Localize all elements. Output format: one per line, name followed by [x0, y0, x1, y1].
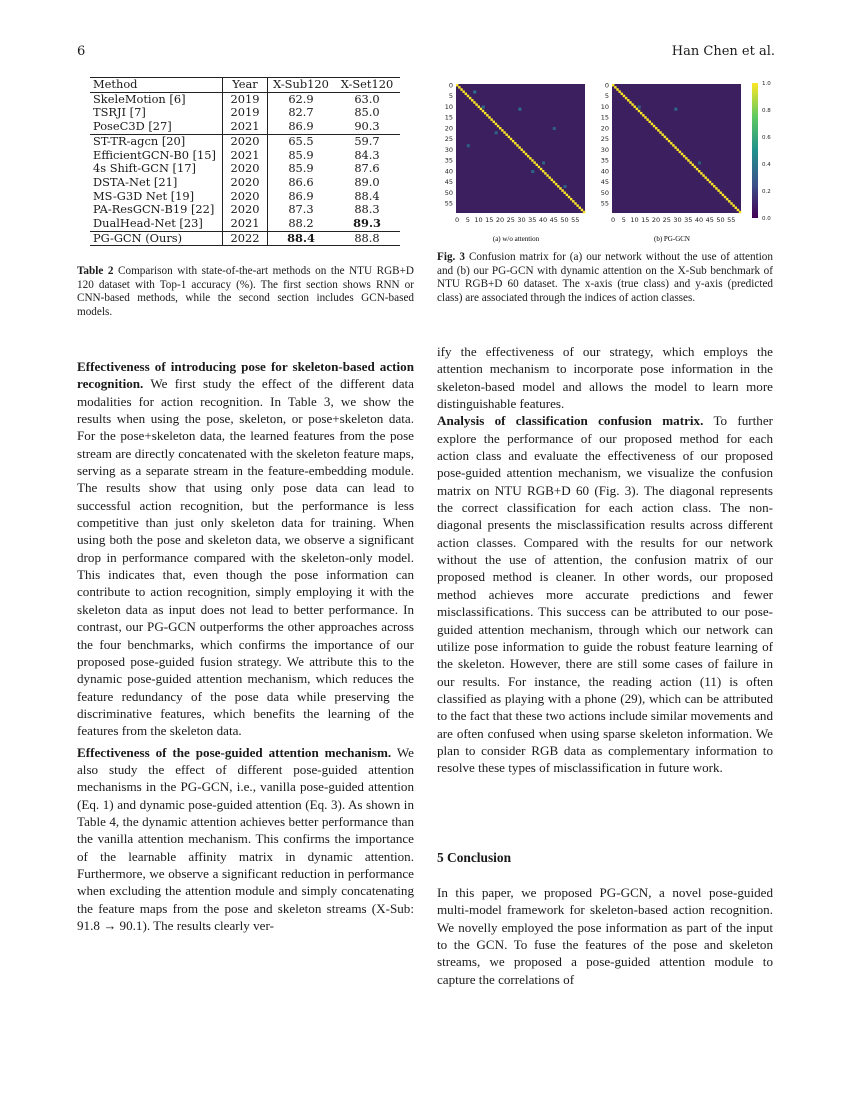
y-tick-label: 45: [600, 178, 609, 187]
x-tick-label: 15: [641, 216, 650, 224]
confusion-matrix-figure: [437, 78, 777, 246]
diagonal-cell: [634, 106, 636, 108]
y-tick-label: 10: [444, 102, 453, 111]
diagonal-cell: [672, 144, 674, 146]
cell-method: 4s Shift-GCN [17]: [90, 162, 223, 176]
diagonal-cell: [475, 103, 477, 105]
paragraph-title: Analysis of classification confusion matrix.: [437, 413, 704, 429]
table-row: [90, 134, 400, 148]
diagonal-cell: [458, 86, 460, 88]
x-tick-label: 20: [651, 216, 661, 224]
diagonal-cell: [469, 97, 471, 99]
running-authors: Han Chen et al.: [671, 44, 775, 59]
cell-method: EfficientGCN-B0 [15]: [90, 149, 223, 163]
cell-year: 2022: [223, 231, 268, 246]
diagonal-cell: [653, 125, 655, 127]
cell-year: 2021: [223, 120, 268, 134]
colorbar-tick-label: 0.4: [762, 162, 771, 168]
x-tick-label: 30: [517, 216, 526, 224]
diagonal-cell: [704, 176, 706, 178]
diagonal-cell: [518, 146, 520, 148]
y-tick-label: 40: [444, 167, 453, 176]
cell-year: 2021: [223, 217, 268, 231]
diagonal-cell: [696, 168, 698, 170]
diagonal-cell: [490, 118, 492, 120]
offdiagonal-cell: [638, 106, 641, 109]
diagonal-cell: [722, 194, 724, 196]
diagonal-cell: [579, 207, 581, 209]
diagonal-cell: [707, 179, 709, 181]
diagonal-cell: [694, 166, 696, 168]
diagonal-cell: [581, 209, 583, 211]
diagonal-cell: [523, 151, 525, 153]
table-row: [90, 203, 400, 217]
table-row: [90, 190, 400, 204]
offdiagonal-cell: [482, 106, 485, 109]
cell-xset: 89.0: [354, 174, 380, 189]
y-tick-label: 30: [600, 145, 609, 154]
x-tick-label: 25: [506, 216, 515, 224]
table-row: [90, 149, 400, 163]
paragraph-text: We first study the effect of the different data modalities for action recognition. In Table 3, we show the results when using the pose, skeleton, or pose+skeleton data. For the pose+skeleton data, the learned features from the pose stream are directly concatenated with the skeleton feature maps, serving as a separate stream in the feature-embedding module. The results show that using only pose data can lead to successful action recognition, but the performance is less competitive than just only skeleton data for training. When using both the pose and skeleton data, we observe a significant drop in performance compared with the skeleton-only model. This indicates that, even though the pose information can contribute to action recognition, simply employing it with the skeleton data as input does not lead to better performance. In contrast, our PG-GCN outperforms the other approaches across the four benchmarks, which confirms the importance of our proposed pose-guided fusion strategy. We attribute this to the dynamic pose-guided attention mechanism, which reduces the feature redundancy of the pose data while preserving the discriminative features, which benefits the learning of the features from the skeleton data.: [77, 376, 414, 739]
diagonal-cell: [668, 140, 670, 142]
diagonal-cell: [583, 211, 585, 213]
paragraph-confusion-analysis: [437, 412, 773, 776]
right-column-top: [437, 343, 773, 777]
offdiagonal-cell: [553, 127, 556, 130]
diagonal-cell: [559, 187, 561, 189]
y-tick-label: 35: [600, 156, 609, 165]
offdiagonal-cell: [674, 108, 677, 111]
diagonal-cell: [486, 114, 488, 116]
cell-year: 2019: [223, 106, 268, 120]
cell-xset: 90.3: [354, 119, 380, 134]
diagonal-cell: [555, 183, 557, 185]
diagonal-cell: [621, 93, 623, 95]
page-number: 6: [77, 44, 86, 59]
diagonal-cell: [689, 161, 691, 163]
diagonal-cell: [488, 116, 490, 118]
paragraph-text: We also study the effect of different pose-guided attention mechanisms in the PG-GCN, i.e., vanilla pose-guided attention (Eq. 1) and dynamic pose-guided attention (Eq. 3). As shown in Table 4, the dynamic attention achieves better performance than the vanilla attention mechanism. This confirms the importance of the learnable affinity matrix in dynamic attention. Furthermore, we observe a significant reduction in performance when excluding the attention module and simply concatenating the feature maps from the pose and skeleton streams (X-Sub: 91.8 → 90.1). The results clearly ver-: [77, 744, 414, 933]
diagonal-cell: [531, 159, 533, 161]
table-caption-text: Comparison with state-of-the-art methods on the NTU RGB+D 120 dataset with Top-1 accuracy (%). The first section shows RNN or CNN-based methods, while the second section includes GCN-based models.: [77, 265, 415, 318]
y-tick-label: 5: [604, 92, 609, 101]
x-tick-label: 10: [630, 216, 639, 224]
diagonal-cell: [642, 114, 644, 116]
y-tick-label: 0: [604, 81, 609, 90]
diagonal-cell: [685, 157, 687, 159]
x-tick-label: 10: [474, 216, 483, 224]
diagonal-cell: [735, 207, 737, 209]
y-tick-label: 55: [600, 199, 609, 208]
x-tick-label: 20: [495, 216, 505, 224]
y-tick-label: 45: [444, 178, 453, 187]
diagonal-cell: [499, 127, 501, 129]
y-tick-label: 15: [600, 113, 609, 122]
diagonal-cell: [572, 200, 574, 202]
colorbar-tick-label: 0.2: [762, 189, 771, 195]
diagonal-cell: [553, 181, 555, 183]
x-tick-label: 0: [611, 216, 616, 224]
y-tick-label: 5: [448, 92, 453, 101]
cell-xsub: 86.9: [288, 188, 314, 203]
diagonal-cell: [508, 136, 510, 138]
diagonal-cell: [456, 84, 458, 86]
offdiagonal-cell: [564, 185, 567, 188]
diagonal-cell: [546, 174, 548, 176]
diagonal-cell: [717, 189, 719, 191]
col-xsub: X-Sub120: [273, 77, 329, 91]
cell-xset: 85.0: [354, 105, 380, 120]
diagonal-cell: [493, 121, 495, 123]
cell-xset: 84.3: [354, 147, 380, 162]
y-tick-label: 40: [600, 167, 609, 176]
diagonal-cell: [709, 181, 711, 183]
x-tick-label: 30: [673, 216, 682, 224]
colorbar-tick-label: 0.6: [762, 135, 771, 141]
diagonal-cell: [649, 121, 651, 123]
paragraph-text-continued: ify the effectiveness of our strategy, which employs the attention mechanism to incorporate pose information in the skeleton-based model and allows the model to learn more distinguishable features.: [437, 344, 773, 412]
diagonal-cell: [627, 99, 629, 101]
offdiagonal-cell: [467, 144, 470, 147]
y-tick-label: 10: [600, 102, 609, 111]
y-tick-label: 0: [448, 81, 453, 90]
diagonal-cell: [711, 183, 713, 185]
diagonal-cell: [726, 198, 728, 200]
diagonal-cell: [533, 161, 535, 163]
diagonal-cell: [525, 153, 527, 155]
cell-xsub: 85.9: [288, 147, 314, 162]
table-caption: [77, 265, 414, 319]
cell-xset: 87.6: [354, 161, 380, 176]
cell-xset: 88.8: [354, 230, 380, 245]
figure-caption-label: Fig. 3: [437, 251, 465, 263]
offdiagonal-cell: [542, 161, 545, 164]
diagonal-cell: [644, 116, 646, 118]
diagonal-cell: [521, 149, 523, 151]
diagonal-cell: [616, 88, 618, 90]
paragraph-pose-effect: [77, 358, 414, 740]
figure-caption: [437, 251, 773, 305]
diagonal-cell: [482, 110, 484, 112]
table-row: [90, 231, 400, 246]
diagonal-cell: [664, 136, 666, 138]
table-row: [90, 162, 400, 176]
y-tick-label: 15: [444, 113, 453, 122]
cell-method: DSTA-Net [21]: [90, 176, 223, 190]
cell-xsub: 87.3: [288, 202, 314, 217]
diagonal-cell: [638, 110, 640, 112]
diagonal-cell: [460, 88, 462, 90]
x-tick-label: 15: [485, 216, 494, 224]
cell-year: 2019: [223, 92, 268, 106]
cell-xset: 89.3: [353, 216, 381, 231]
cell-year: 2020: [223, 190, 268, 204]
y-tick-label: 55: [444, 199, 453, 208]
x-tick-label: 45: [705, 216, 714, 224]
cell-method: DualHead-Net [23]: [90, 217, 223, 231]
table-row: [90, 217, 400, 231]
cell-xsub: 88.2: [288, 216, 314, 231]
diagonal-cell: [505, 133, 507, 135]
diagonal-cell: [655, 127, 657, 129]
x-tick-label: 35: [684, 216, 693, 224]
diagonal-cell: [503, 131, 505, 133]
y-tick-label: 50: [444, 188, 453, 197]
cell-method: PG-GCN (Ours): [90, 231, 223, 246]
x-tick-label: 50: [716, 216, 725, 224]
diagonal-cell: [480, 108, 482, 110]
diagonal-cell: [687, 159, 689, 161]
diagonal-cell: [527, 155, 529, 157]
sub-a-label: (a) w/o attention: [492, 235, 540, 243]
diagonal-cell: [551, 179, 553, 181]
diagonal-cell: [510, 138, 512, 140]
paragraph-title: Effectiveness of introducing pose for skeleton-based action recognition.: [77, 359, 414, 392]
x-tick-label: 55: [571, 216, 580, 224]
x-tick-label: 5: [621, 216, 626, 224]
cell-method: MS-G3D Net [19]: [90, 190, 223, 204]
diagonal-cell: [497, 125, 499, 127]
diagonal-cell: [536, 164, 538, 166]
diagonal-cell: [679, 151, 681, 153]
diagonal-cell: [728, 200, 730, 202]
diagonal-cell: [661, 133, 663, 135]
diagonal-cell: [730, 202, 732, 204]
diagonal-cell: [713, 185, 715, 187]
cell-year: 2020: [223, 203, 268, 217]
cell-xset: 88.3: [354, 202, 380, 217]
diagonal-cell: [739, 211, 741, 213]
cell-year: 2020: [223, 176, 268, 190]
diagonal-cell: [544, 172, 546, 174]
sub-b-label: (b) PG-GCN: [654, 235, 690, 243]
diagonal-cell: [683, 155, 685, 157]
diagonal-cell: [651, 123, 653, 125]
confusion-matrix-svg: [437, 78, 777, 246]
cell-xsub: 62.9: [288, 91, 314, 106]
diagonal-cell: [636, 108, 638, 110]
diagonal-cell: [570, 198, 572, 200]
paragraph-attention-effect: [77, 744, 414, 935]
diagonal-cell: [467, 95, 469, 97]
diagonal-cell: [512, 140, 514, 142]
y-tick-label: 25: [600, 135, 609, 144]
x-tick-label: 0: [455, 216, 460, 224]
diagonal-cell: [698, 170, 700, 172]
cell-year: 2020: [223, 162, 268, 176]
diagonal-cell: [529, 157, 531, 159]
col-year: Year: [223, 78, 268, 93]
table-row: [90, 120, 400, 134]
diagonal-cell: [516, 144, 518, 146]
cell-method: PA-ResGCN-B19 [22]: [90, 203, 223, 217]
diagonal-cell: [471, 99, 473, 101]
diagonal-cell: [674, 146, 676, 148]
figure-caption-text: Confusion matrix for (a) our network without the use of attention and (b) our PG-GCN with dynamic attention on the X-Sub benchmark of NTU RGB+D 60 dataset. The x-axis (true class) and y-axis (predicted class) are associated through the indices of action classes.: [437, 251, 773, 304]
diagonal-cell: [737, 209, 739, 211]
y-tick-label: 50: [600, 188, 609, 197]
diagonal-cell: [465, 93, 467, 95]
diagonal-cell: [702, 174, 704, 176]
cell-xset: 63.0: [354, 91, 380, 106]
diagonal-cell: [540, 168, 542, 170]
cell-xsub: 85.9: [288, 161, 314, 176]
table-row: [90, 176, 400, 190]
x-tick-label: 40: [694, 216, 704, 224]
diagonal-cell: [557, 185, 559, 187]
x-tick-label: 50: [560, 216, 569, 224]
table-row: [90, 92, 400, 106]
diagonal-cell: [629, 101, 631, 103]
diagonal-cell: [657, 129, 659, 131]
cell-method: ST-TR-agcn [20]: [90, 134, 223, 148]
y-tick-label: 20: [600, 124, 609, 133]
diagonal-cell: [646, 118, 648, 120]
diagonal-cell: [677, 149, 679, 151]
offdiagonal-cell: [698, 161, 701, 164]
diagonal-cell: [478, 106, 480, 108]
colorbar-tick-label: 0.0: [762, 216, 771, 222]
offdiagonal-cell: [531, 170, 534, 173]
diagonal-cell: [576, 204, 578, 206]
col-method: Method: [90, 78, 223, 93]
table-caption-label: Table 2: [77, 265, 114, 277]
diagonal-cell: [501, 129, 503, 131]
paragraph-title: Effectiveness of the pose-guided attention mechanism.: [77, 744, 392, 760]
results-table: [90, 77, 400, 246]
diagonal-cell: [670, 142, 672, 144]
y-tick-label: 35: [444, 156, 453, 165]
diagonal-cell: [692, 164, 694, 166]
paragraph-text: To further explore the performance of our proposed method for each action class and evaluate the effectiveness of our proposed pose-guided attention mechanism, we visualize the confusion matrix on NTU RGB+D 60 (Fig. 3). The diagonal represents the correct classification for each action class. The non-diagonal presents the misclassification results across different action classes. Compared with the results for our network without the use of attention, the confusion matrix of our proposed method is cleaner. In other words, our proposed method achieves more accurate predictions and fewer misclassifications. This success can be attributed to our pose-guided attention mechanism, through which our network can utilize pose information to guide the robust feature learning of the skeleton. However, there are still some cases of failure in our results. For instance, the reading action (11) is often classified as playing with a phone (29), which can be attributed to the fact that these two actions include similar movements and are often confused when using sparse skeleton information. We plan to consider RGB data as complementary information to resolve these types of misclassification in future work.: [437, 413, 773, 776]
diagonal-cell: [659, 131, 661, 133]
section-heading: 5 Conclusion: [437, 850, 512, 865]
diagonal-cell: [614, 86, 616, 88]
x-tick-label: 45: [549, 216, 558, 224]
offdiagonal-cell: [473, 90, 476, 93]
x-tick-label: 35: [528, 216, 537, 224]
diagonal-cell: [568, 196, 570, 198]
offdiagonal-cell: [518, 108, 521, 111]
y-tick-label: 20: [444, 124, 453, 133]
x-tick-label: 40: [538, 216, 548, 224]
paragraph-continuation: [437, 343, 773, 412]
diagonal-cell: [700, 172, 702, 174]
diagonal-cell: [720, 192, 722, 194]
table-header-row: [90, 78, 400, 93]
diagonal-cell: [538, 166, 540, 168]
diagonal-cell: [484, 112, 486, 114]
colorbar-tick-label: 0.8: [762, 108, 771, 114]
colorbar: [752, 83, 758, 218]
diagonal-cell: [715, 187, 717, 189]
x-tick-label: 25: [662, 216, 671, 224]
offdiagonal-cell: [495, 131, 498, 134]
cell-xsub: 88.4: [287, 230, 315, 245]
diagonal-cell: [623, 95, 625, 97]
cell-xset: 59.7: [354, 133, 380, 148]
diagonal-cell: [625, 97, 627, 99]
diagonal-cell: [561, 189, 563, 191]
diagonal-cell: [495, 123, 497, 125]
left-column: [77, 358, 414, 934]
right-column-bottom: [437, 884, 773, 988]
diagonal-cell: [640, 112, 642, 114]
diagonal-cell: [612, 84, 614, 86]
diagonal-cell: [681, 153, 683, 155]
diagonal-cell: [631, 103, 633, 105]
cell-xsub: 82.7: [288, 105, 314, 120]
cell-method: PoseC3D [27]: [90, 120, 223, 134]
table-row: [90, 106, 400, 120]
x-tick-label: 55: [727, 216, 736, 224]
diagonal-cell: [542, 170, 544, 172]
col-xset: X-Set120: [340, 77, 394, 91]
diagonal-cell: [666, 138, 668, 140]
cell-xsub: 86.9: [288, 119, 314, 134]
cell-year: 2020: [223, 134, 268, 148]
diagonal-cell: [574, 202, 576, 204]
diagonal-cell: [564, 192, 566, 194]
cell-method: SkeleMotion [6]: [90, 92, 223, 106]
x-tick-label: 5: [465, 216, 470, 224]
colorbar-tick-label: 1.0: [762, 81, 771, 87]
cell-year: 2021: [223, 149, 268, 163]
cell-xsub: 65.5: [288, 133, 314, 148]
diagonal-cell: [473, 101, 475, 103]
y-tick-label: 30: [444, 145, 453, 154]
paragraph-conclusion: In this paper, we proposed PG-GCN, a novel pose-guided multi-model framework for skeleton-based action recognition. We novelly employed the pose information as part of the input to the GCN. To fuse the features of the pose and skeleton streams, we proposed a pose-guided attention module to capture the correlations of: [437, 885, 773, 987]
y-tick-label: 25: [444, 135, 453, 144]
cell-xset: 88.4: [354, 188, 380, 203]
diagonal-cell: [566, 194, 568, 196]
diagonal-cell: [732, 204, 734, 206]
cell-method: TSRJI [7]: [90, 106, 223, 120]
cell-xsub: 86.6: [288, 174, 314, 189]
diagonal-cell: [514, 142, 516, 144]
diagonal-cell: [724, 196, 726, 198]
diagonal-cell: [548, 176, 550, 178]
diagonal-cell: [618, 90, 620, 92]
diagonal-cell: [462, 90, 464, 92]
